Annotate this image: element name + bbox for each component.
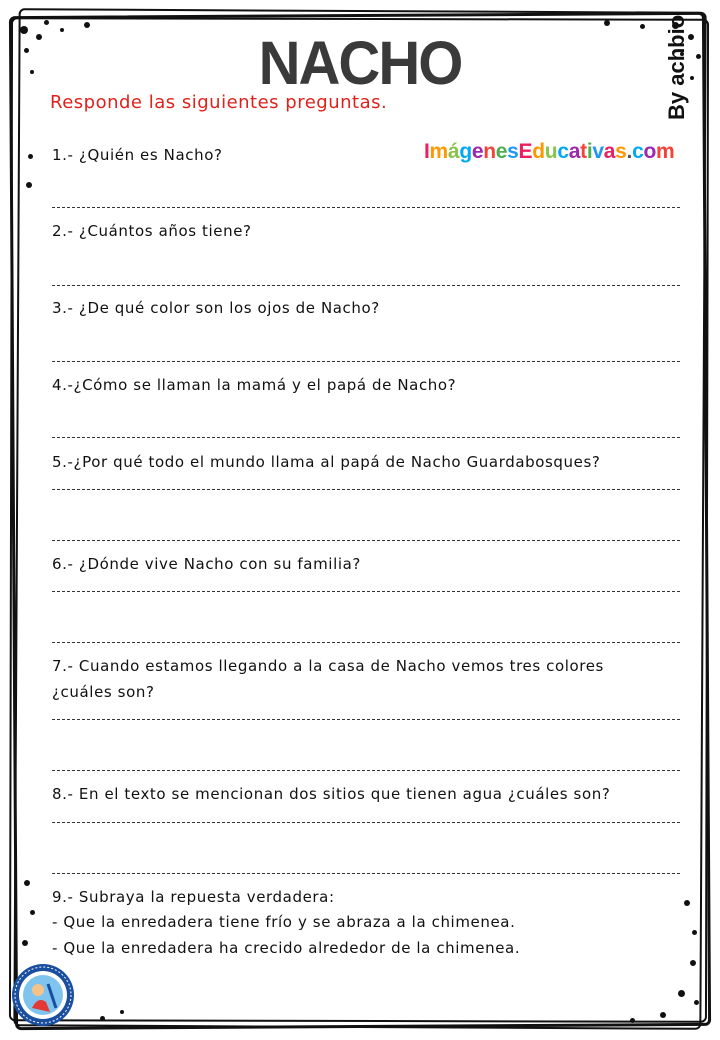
site-letter: e	[471, 140, 484, 163]
site-letter: m	[429, 140, 448, 163]
site-letter: s	[615, 140, 627, 163]
site-letter: s	[507, 140, 519, 163]
site-letter: o	[643, 140, 656, 163]
option-9b[interactable]: - Que la enredadera ha crecido alrededor de la chimenea.	[52, 939, 521, 957]
site-letter: c	[557, 140, 569, 163]
answer-line-7a[interactable]	[52, 719, 680, 720]
page-title: NACHO	[258, 29, 462, 98]
site-letter: I	[424, 140, 430, 163]
question-7: 7.- Cuando estamos llegando a la casa de Nacho vemos tres colores ¿cuáles son?	[52, 657, 604, 701]
site-letter: c	[632, 140, 644, 163]
answer-line-5a[interactable]	[52, 489, 680, 490]
site-letter: g	[459, 140, 472, 163]
site-letter: d	[532, 140, 545, 163]
question-8: 8.- En el texto se mencionan dos sitios que tienen agua ¿cuáles son?	[52, 785, 611, 803]
answer-line-8b[interactable]	[52, 873, 680, 874]
site-letter: a	[568, 140, 581, 163]
answer-line-8a[interactable]	[52, 822, 680, 823]
site-letter: n	[483, 140, 496, 163]
site-letter: .	[626, 140, 633, 163]
site-letter: e	[495, 140, 508, 163]
author-byline-text: By achbio	[664, 14, 689, 120]
site-letter: u	[544, 140, 558, 163]
site-letter: á	[447, 140, 460, 163]
question-5: 5.-¿Por qué todo el mundo llama al papá de Nacho Guardabosques?	[52, 453, 601, 471]
answer-line-1[interactable]	[52, 207, 680, 208]
site-letter: i	[586, 140, 593, 163]
question-9: 9.- Subraya la repuesta verdadera:	[52, 888, 335, 906]
answer-line-3[interactable]	[52, 361, 680, 362]
question-6: 6.- ¿Dónde vive Nacho con su familia?	[52, 555, 361, 573]
question-1: 1.- ¿Quién es Nacho?	[52, 146, 223, 164]
question-4: 4.-¿Cómo se llaman la mamá y el papá de Nacho?	[52, 376, 457, 394]
logo-badge-icon	[10, 962, 76, 1028]
page-frame-inner	[9, 14, 709, 1022]
answer-line-5b[interactable]	[52, 540, 680, 541]
answer-line-6b[interactable]	[52, 642, 680, 643]
instruction-text: Responde las siguientes preguntas.	[50, 92, 388, 113]
answer-line-7b[interactable]	[52, 770, 680, 771]
answer-line-6a[interactable]	[52, 591, 680, 592]
answer-line-4[interactable]	[52, 437, 680, 438]
author-byline	[634, 14, 694, 130]
answer-line-2[interactable]	[52, 285, 680, 286]
question-3: 3.- ¿De qué color son los ojos de Nacho?	[52, 299, 380, 317]
option-9a[interactable]: - Que la enredadera tiene frío y se abraza a la chimenea.	[52, 913, 516, 931]
site-letter: E	[518, 140, 533, 163]
question-2: 2.- ¿Cuántos años tiene?	[52, 222, 252, 240]
site-letter: a	[603, 140, 616, 163]
site-letter: t	[580, 140, 587, 163]
site-letter: v	[592, 140, 604, 163]
site-letter: m	[656, 140, 675, 163]
